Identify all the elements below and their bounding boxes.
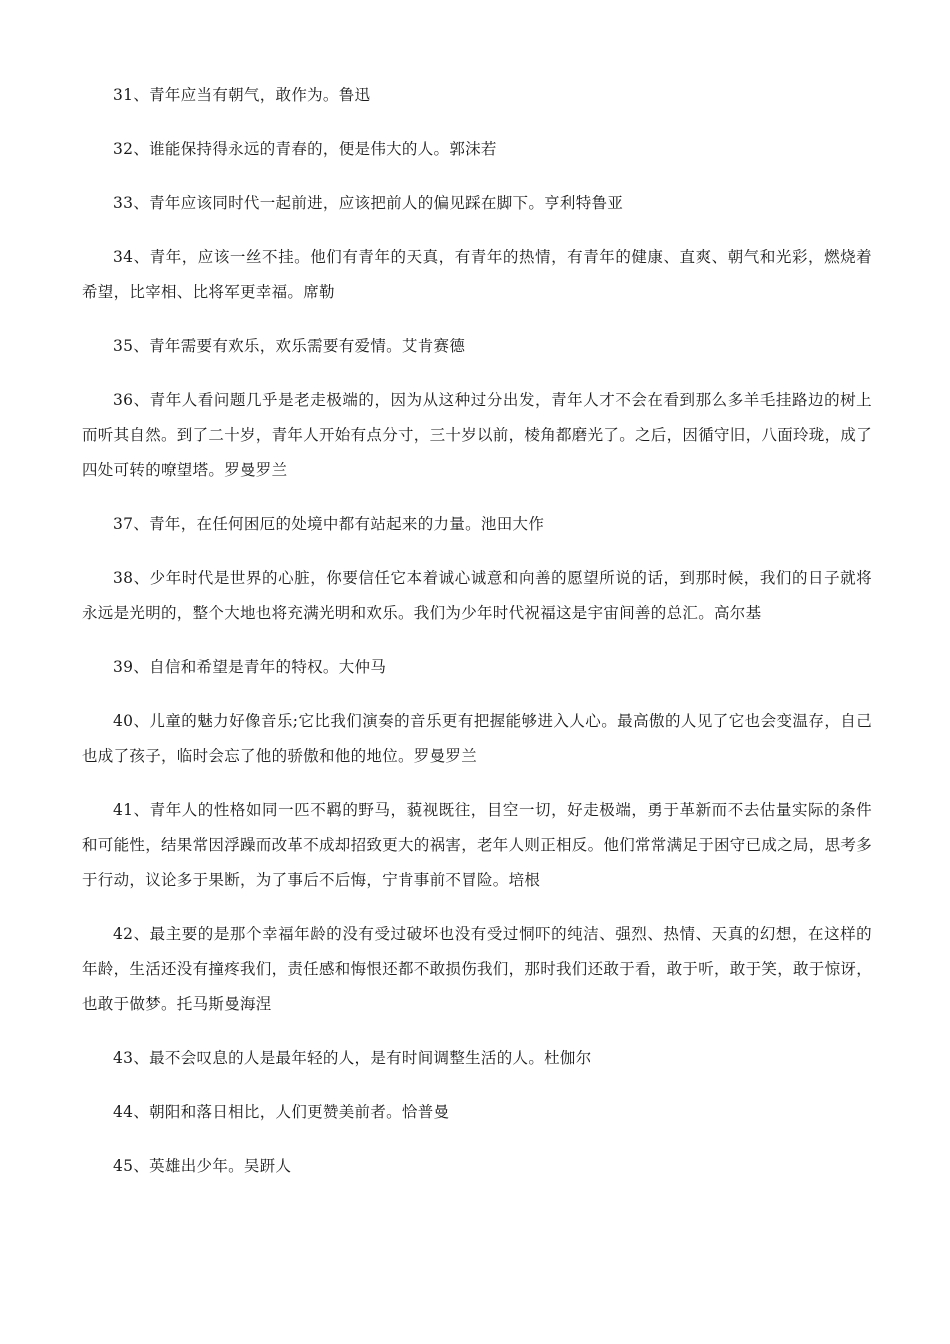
quote-37: 37、青年，在任何困厄的处境中都有站起来的力量。池田大作 [113,515,545,533]
quote-36: 36、青年人看问题几乎是老走极端的，因为从这种过分出发，青年人才不会在看到那么多羊毛挂路边的树上而听其自然。到了二十岁，青年人开始有点分寸，三十岁以前，棱角都磨光了。之后，因循守旧，八面玲珑，成了四处可转的嘹望塔。罗曼罗兰 [82,391,873,479]
quote-35: 35、青年需要有欢乐，欢乐需要有爱情。艾肯赛德 [113,337,466,355]
quote-32: 32、谁能保持得永远的青春的，便是伟大的人。郭沫若 [113,140,497,158]
quote-45: 45、英雄出少年。吴趼人 [113,1157,292,1175]
quote-38: 38、少年时代是世界的心脏，你要信任它本着诚心诚意和向善的愿望所说的话，到那时候，我们的日子就将永远是光明的，整个大地也将充满光明和欢乐。我们为少年时代祝福这是宇宙间善的总汇。高尔基 [82,569,872,622]
quote-39: 39、自信和希望是青年的特权。大仲马 [113,658,387,676]
quote-34: 34、青年，应该一丝不挂。他们有青年的天真，有青年的热情，有青年的健康、直爽、朝气和光彩，燃烧着希望，比宰相、比将军更幸福。席勒 [82,248,872,301]
quote-43: 43、最不会叹息的人是最年轻的人，是有时间调整生活的人。杜伽尔 [113,1049,592,1067]
quote-44: 44、朝阳和落日相比，人们更赞美前者。恰普曼 [113,1103,450,1121]
quote-41: 41、青年人的性格如同一匹不羁的野马，藐视既往，目空一切，好走极端，勇于革新而不去估量实际的条件和可能性，结果常因浮躁而改革不成却招致更大的祸害，老年人则正相反。他们常常满足于困守已成之局，思考多于行动，议论多于果断，为了事后不后悔，宁肯事前不冒险。培根 [82,801,873,889]
quote-33: 33、青年应该同时代一起前进，应该把前人的偏见踩在脚下。亨利特鲁亚 [113,194,624,212]
quote-40: 40、儿童的魅力好像音乐;它比我们演奏的音乐更有把握能够进入人心。最高傲的人见了它也会变温存，自己也成了孩子，临时会忘了他的骄傲和他的地位。罗曼罗兰 [82,712,872,765]
quote-31: 31、青年应当有朝气，敢作为。鲁迅 [113,86,371,104]
quote-list [82,78,872,1203]
quote-42: 42、最主要的是那个幸福年龄的没有受过破坏也没有受过恫吓的纯洁、强烈、热情、天真的幻想，在这样的年龄，生活还没有撞疼我们，责任感和悔恨还都不敢损伤我们，那时我们还敢于看，敢于听，敢于笑，敢于惊讶，也敢于做梦。托马斯曼海涅 [82,925,873,1013]
